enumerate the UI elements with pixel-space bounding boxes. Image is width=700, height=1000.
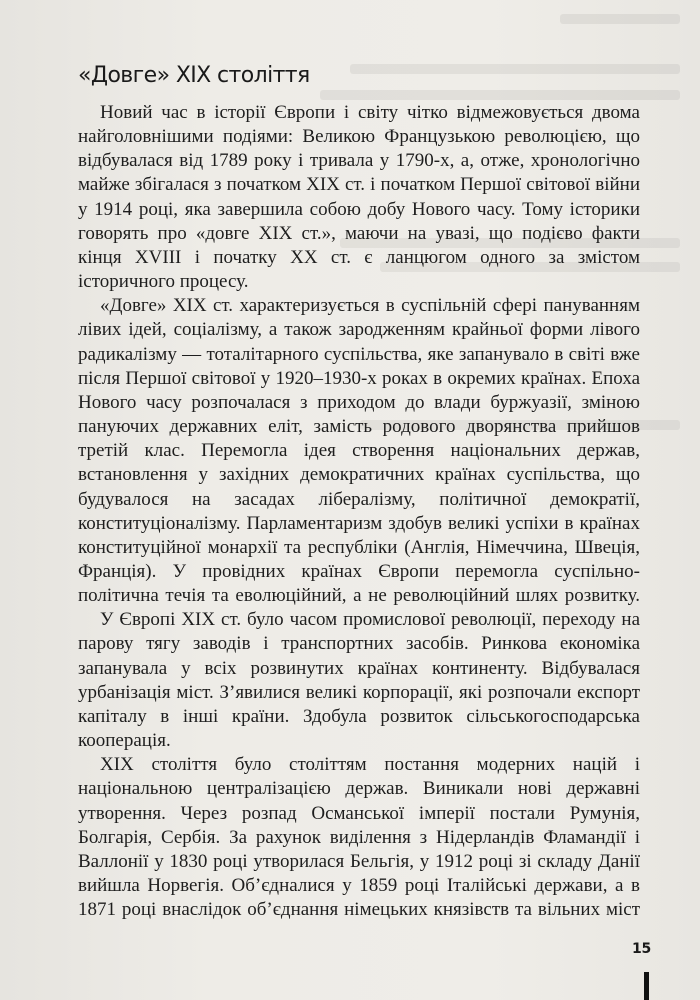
- page-edge-marker: [644, 972, 649, 1000]
- paragraph: У Європі XIX ст. було часом промислової революції, переходу на парову тягу заводів і транспортних засобів. Ринкова економіка запанувала у всіх розвинутих країнах континенту. Відбувалася урбанізація міст. З’явилися великі корпорації, які розпочали експорт капіталу в інші країни. Здобула розвиток сільськогосподарська кооперація.: [78, 609, 640, 752]
- page-number: 15: [632, 941, 651, 957]
- paragraph: XIX століття було століттям постання модерних націй і національною централізацією держав. Виникали нові державні утворення. Через розпад Османської імперії постали Румунія, Болгарія, Сербія. За рахунок виділення з Нідерландів Фламандії і Валлонії у 1830 році утворилася Бельгія, у 1912 році зі складу Данії вийшла Норвегія. Об’єдналися у 1859 році Італійські держави, а в 1871 році внаслідок об’єднання німецьких князівств та вільних міст: [78, 754, 640, 921]
- body-text: [78, 101, 640, 922]
- paragraph: «Довге» XIX ст. характеризується в суспільній сфері пануванням лівих ідей, соціалізму, а також зародженням крайньої форми лівого радикалізму — тоталітарного суспільства, яке запанувало в світі вже після Першої світової у 1920–1930-х роках в окремих країнах. Епоха Нового часу розпочалася з приходом до влади буржуазії, зміною пануючих державних еліт, замість родового дворянства прийшов третій клас. Перемогла ідея створення національних держав, встановлення у західних демократичних країнах суспільства, що будувалося на засадах лібералізму, політичної демократії, конституціоналізму. Парламентаризм здобув великі успіхи в країнах конституційної монархії та республіки (Англія, Німеччина, Швеція, Франція). У провідних країнах Європи перемогла суспільно-політична течія та еволюційний, а не революційний шлях розвитку.: [78, 295, 640, 607]
- section-title: «Довге» XIX століття: [78, 63, 310, 88]
- paragraph: Новий час в історії Європи і світу чітко відмежовується двома найголовнішими подіями: Великою Французькою революцією, що відбувалася від 1789 року і тривала у 1790-х, а, отже, хронологічно майже збігалася з початком XIX ст. і початком Першої світової війни у 1914 році, яка завершила собою добу Нового часу. Тому історики говорять про «довге XIX ст.», маючи на увазі, що подієво факти кінця XVIII і початку XX ст. є ланцюгом одного за змістом історичного процесу.: [78, 102, 640, 293]
